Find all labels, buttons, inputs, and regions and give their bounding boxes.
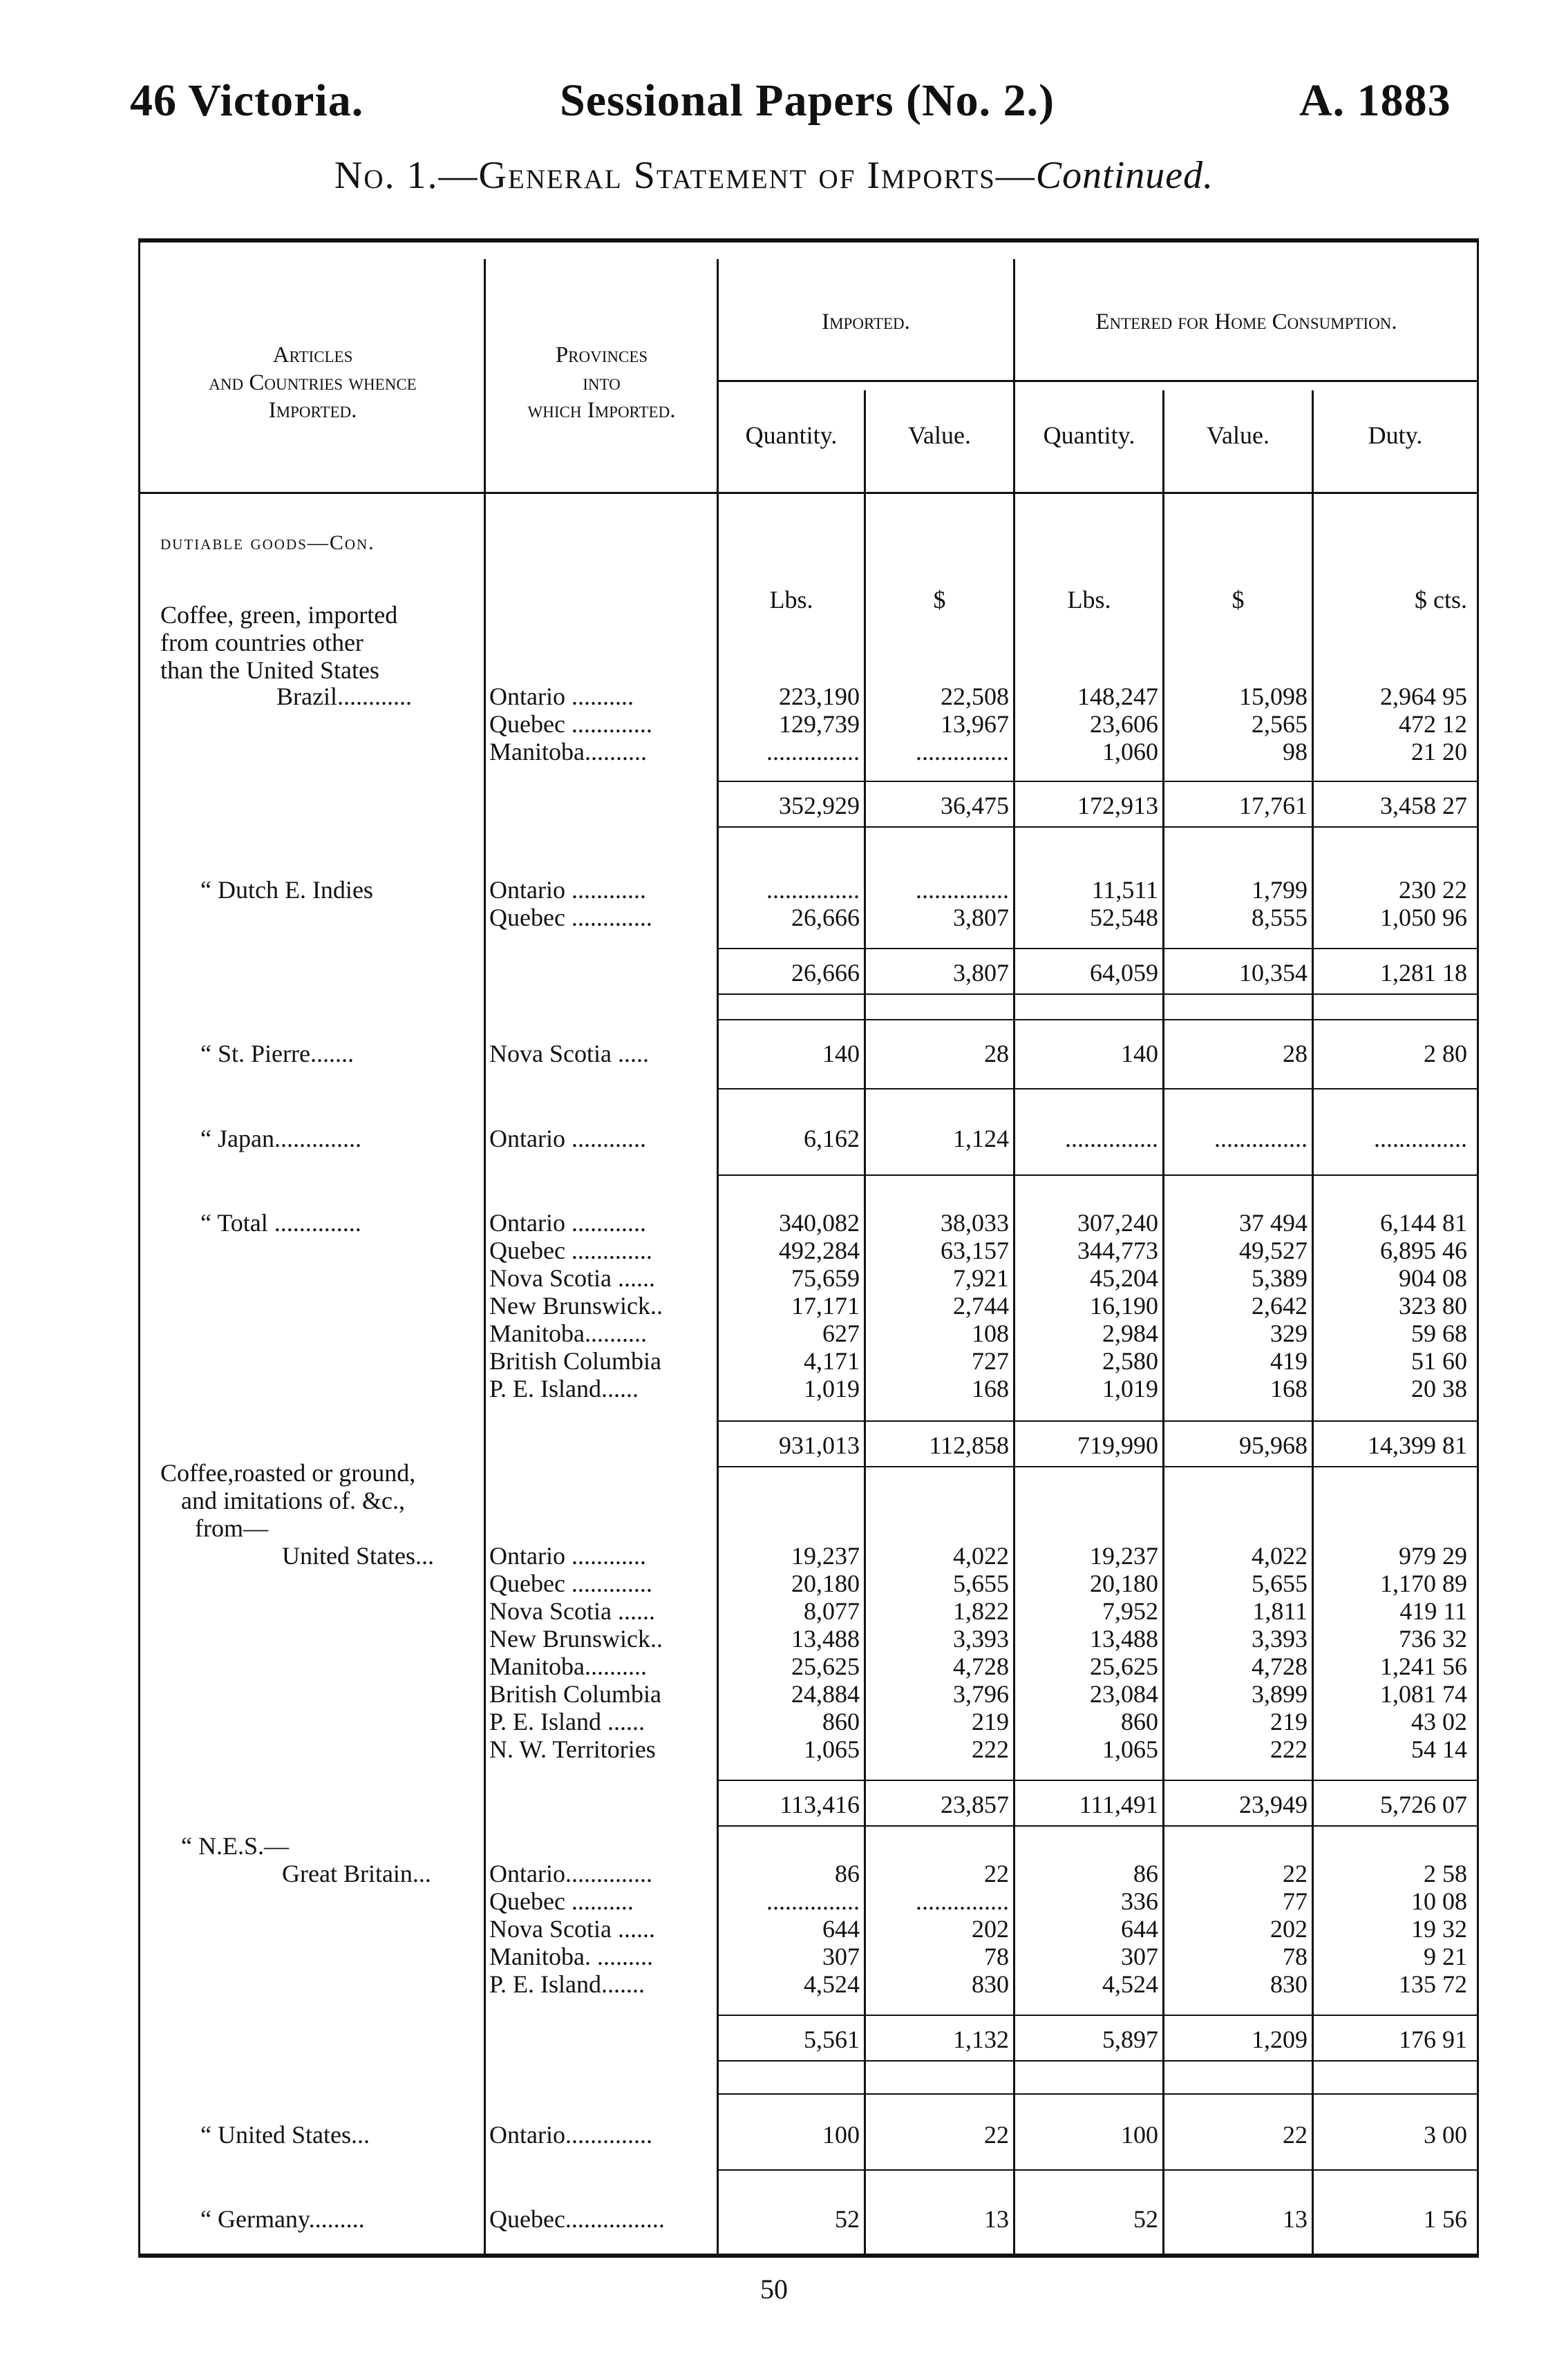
cell-qimp: 8,077 bbox=[804, 1597, 860, 1625]
left-border bbox=[138, 238, 140, 2256]
cell-vent: 23,949 bbox=[1239, 1791, 1308, 1818]
entered-group-header: Entered for Home Consumption. bbox=[1095, 310, 1397, 334]
cell-vent: 202 bbox=[1270, 1915, 1308, 1943]
cell-qent: 140 bbox=[1121, 1040, 1158, 1067]
cell-qimp: ............... bbox=[766, 738, 860, 765]
cell-vent: 10,354 bbox=[1239, 959, 1308, 987]
rule-line bbox=[719, 1780, 1477, 1781]
cell-vimp: 1,132 bbox=[953, 2026, 1009, 2053]
cell-duty: 3 00 bbox=[1424, 2121, 1467, 2149]
cell-qimp: 644 bbox=[822, 1915, 860, 1943]
cell-qent: 172,913 bbox=[1077, 792, 1158, 819]
header-year: A. 1883 bbox=[1299, 75, 1451, 126]
cell-vent: 28 bbox=[1283, 1040, 1308, 1067]
cell-qimp: 52 bbox=[835, 2205, 860, 2233]
cell-duty: 1,281 18 bbox=[1380, 959, 1467, 987]
cell-qent: 1,060 bbox=[1102, 738, 1158, 765]
cell-qimp: 26,666 bbox=[791, 904, 860, 931]
group-header-rule bbox=[717, 380, 1477, 382]
cell-qimp: 1,019 bbox=[804, 1375, 860, 1402]
cell-qimp: 86 bbox=[835, 1860, 860, 1887]
cell-prov: Ontario .......... bbox=[489, 683, 634, 710]
cell-qimp: 4,524 bbox=[804, 1970, 860, 1998]
col-divider-articles bbox=[484, 259, 486, 2256]
cell-vent: 4,022 bbox=[1252, 1542, 1308, 1570]
cell-vent: 2,642 bbox=[1252, 1292, 1308, 1320]
cell-vent: 3,899 bbox=[1252, 1680, 1308, 1708]
cell-prov: P. E. Island ...... bbox=[489, 1708, 645, 1735]
cell-qimp: 223,190 bbox=[779, 683, 860, 710]
cell-qimp: 140 bbox=[822, 1040, 860, 1067]
article-label: Coffee,roasted or ground, bbox=[160, 1459, 416, 1487]
cell-prov: Quebec ............. bbox=[489, 904, 652, 931]
cell-duty: 1,081 74 bbox=[1380, 1680, 1467, 1708]
cell-qimp: 129,739 bbox=[779, 710, 860, 738]
article-label: from— bbox=[195, 1514, 268, 1542]
cell-vent: 1,799 bbox=[1252, 876, 1308, 904]
cell-duty: 176 91 bbox=[1399, 2026, 1467, 2053]
article-label: “ N.E.S.— bbox=[181, 1832, 289, 1860]
cell-vimp: 5,655 bbox=[953, 1570, 1009, 1597]
cell-vent: 168 bbox=[1270, 1375, 1308, 1402]
unit-quantity-imported: Lbs. bbox=[769, 586, 813, 613]
cell-qimp: 627 bbox=[822, 1320, 860, 1347]
cell-vimp: 1,822 bbox=[953, 1597, 1009, 1625]
cell-qent: 111,491 bbox=[1079, 1791, 1158, 1818]
cell-duty: 1,050 96 bbox=[1380, 904, 1467, 931]
cell-duty: 135 72 bbox=[1399, 1970, 1467, 1998]
rule-line bbox=[719, 2060, 1477, 2062]
rule-line bbox=[719, 2093, 1477, 2095]
header-sessional-papers: Sessional Papers (No. 2.) bbox=[560, 75, 1055, 126]
cell-vimp: 112,858 bbox=[929, 1431, 1009, 1459]
cell-qimp: 113,416 bbox=[780, 1791, 860, 1818]
cell-vimp: 108 bbox=[972, 1320, 1009, 1347]
cell-vimp: 22 bbox=[984, 1860, 1009, 1887]
section-heading bbox=[160, 529, 375, 557]
cell-qent: 100 bbox=[1121, 2121, 1158, 2149]
cell-qent: 20,180 bbox=[1090, 1570, 1158, 1597]
cell-vimp: 23,857 bbox=[941, 1791, 1009, 1818]
cell-prov: Ontario ............ bbox=[489, 1209, 646, 1237]
cell-vent: 49,527 bbox=[1239, 1237, 1308, 1264]
cell-prov: Quebec .......... bbox=[489, 1887, 634, 1915]
cell-prov: Ontario.............. bbox=[489, 2121, 652, 2149]
rule-line bbox=[719, 1174, 1477, 1176]
cell-prov: Quebec................ bbox=[489, 2205, 665, 2233]
cell-qent: 7,952 bbox=[1102, 1597, 1158, 1625]
provinces-header-line: which Imported. bbox=[527, 398, 676, 423]
cell-vimp: 63,157 bbox=[941, 1237, 1009, 1264]
cell-qent: 148,247 bbox=[1077, 683, 1158, 710]
cell-prov: Ontario ............ bbox=[489, 1125, 646, 1152]
cell-duty: 230 22 bbox=[1399, 876, 1467, 904]
cell-vent: 37 494 bbox=[1239, 1209, 1308, 1237]
article-label: Brazil............ bbox=[276, 683, 412, 710]
rule-line bbox=[719, 1466, 1477, 1467]
cell-qimp: ............... bbox=[766, 876, 860, 904]
cell-prov: Nova Scotia ...... bbox=[489, 1597, 655, 1625]
value-entered-header: Value. bbox=[1207, 421, 1269, 449]
cell-vimp: 78 bbox=[984, 1943, 1009, 1970]
article-label: “ Dutch E. Indies bbox=[200, 876, 373, 904]
cell-qent: 644 bbox=[1121, 1915, 1158, 1943]
provinces-header-line: Provinces bbox=[555, 343, 648, 368]
cell-qent: 2,984 bbox=[1102, 1320, 1158, 1347]
cell-prov: N. W. Territories bbox=[489, 1735, 656, 1763]
cell-qent: 25,625 bbox=[1090, 1653, 1158, 1680]
cell-vent: 222 bbox=[1270, 1735, 1308, 1763]
cell-duty: 5,726 07 bbox=[1380, 1791, 1467, 1818]
articles-header-line: and Countries whence bbox=[209, 370, 417, 395]
cell-qent: 45,204 bbox=[1090, 1264, 1158, 1292]
unit-value-entered: $ bbox=[1231, 586, 1245, 613]
cell-prov: Quebec ............. bbox=[489, 1237, 652, 1264]
cell-vimp: 4,728 bbox=[953, 1653, 1009, 1680]
cell-qimp: 100 bbox=[822, 2121, 860, 2149]
rule-line bbox=[719, 2169, 1477, 2171]
cell-qent: 336 bbox=[1121, 1887, 1158, 1915]
cell-duty: 43 02 bbox=[1411, 1708, 1467, 1735]
cell-duty: 1,170 89 bbox=[1380, 1570, 1467, 1597]
cell-duty: 6,895 46 bbox=[1380, 1237, 1467, 1264]
section-heading-text: dutiable goods—Con. bbox=[160, 531, 375, 554]
cell-vent: 5,655 bbox=[1252, 1570, 1308, 1597]
articles-header-line: Articles bbox=[272, 343, 353, 368]
cell-prov: Quebec ............. bbox=[489, 1570, 652, 1597]
cell-qent: 23,606 bbox=[1090, 710, 1158, 738]
cell-duty: 419 11 bbox=[1399, 1597, 1467, 1625]
cell-qent: 307,240 bbox=[1077, 1209, 1158, 1237]
cell-qimp: ............... bbox=[766, 1887, 860, 1915]
cell-vimp: 219 bbox=[972, 1708, 1009, 1735]
cell-vimp: 2,744 bbox=[953, 1292, 1009, 1320]
rule-line bbox=[719, 1088, 1477, 1089]
duty-header: Duty. bbox=[1368, 421, 1423, 449]
cell-prov: Quebec ............. bbox=[489, 710, 652, 738]
article-label: United States... bbox=[282, 1542, 434, 1570]
cell-qent: 344,773 bbox=[1077, 1237, 1158, 1264]
cell-qent: 719,990 bbox=[1077, 1431, 1158, 1459]
cell-qent: 860 bbox=[1121, 1708, 1158, 1735]
cell-prov: New Brunswick.. bbox=[489, 1625, 663, 1653]
cell-duty: 2 58 bbox=[1424, 1860, 1467, 1887]
cell-vimp: 22,508 bbox=[941, 683, 1009, 710]
cell-qimp: 25,625 bbox=[791, 1653, 860, 1680]
cell-duty: 1 56 bbox=[1424, 2205, 1467, 2233]
rule-line bbox=[719, 1420, 1477, 1422]
cell-vent: 78 bbox=[1283, 1943, 1308, 1970]
value-imported-header: Value. bbox=[908, 421, 971, 449]
cell-vimp: ............... bbox=[916, 738, 1009, 765]
rule-line bbox=[719, 948, 1477, 949]
cell-duty: 19 32 bbox=[1411, 1915, 1467, 1943]
cell-qimp: 340,082 bbox=[779, 1209, 860, 1237]
cell-qimp: 13,488 bbox=[791, 1625, 860, 1653]
cell-prov: Nova Scotia ..... bbox=[489, 1040, 649, 1067]
cell-qent: 11,511 bbox=[1091, 876, 1158, 904]
cell-prov: Manitoba.......... bbox=[489, 738, 647, 765]
article-label: and imitations of. &c., bbox=[181, 1487, 405, 1514]
header-session: 46 Victoria. bbox=[130, 75, 364, 126]
cell-qimp: 24,884 bbox=[791, 1680, 860, 1708]
cell-duty: 20 38 bbox=[1411, 1375, 1467, 1402]
rule-line bbox=[719, 1825, 1477, 1827]
cell-prov: Manitoba.......... bbox=[489, 1320, 647, 1347]
top-rule bbox=[138, 238, 1479, 242]
cell-vent: 22 bbox=[1283, 2121, 1308, 2149]
cell-qimp: 352,929 bbox=[779, 792, 860, 819]
cell-duty: 2,964 95 bbox=[1380, 683, 1467, 710]
article-label: than the United States bbox=[160, 656, 379, 684]
cell-prov: Ontario ............ bbox=[489, 1542, 646, 1570]
cell-vent: 15,098 bbox=[1239, 683, 1308, 710]
cell-duty: 323 80 bbox=[1399, 1292, 1467, 1320]
cell-qimp: 4,171 bbox=[804, 1347, 860, 1375]
cell-duty: 59 68 bbox=[1411, 1320, 1467, 1347]
cell-vent: 8,555 bbox=[1252, 904, 1308, 931]
quantity-imported-header: Quantity. bbox=[745, 421, 838, 449]
cell-vimp: 3,393 bbox=[953, 1625, 1009, 1653]
cell-vent: ............... bbox=[1214, 1125, 1308, 1152]
articles-column-header bbox=[142, 341, 484, 424]
cell-vimp: 1,124 bbox=[953, 1125, 1009, 1152]
article-label: “ United States... bbox=[200, 2121, 370, 2149]
article-label: “ Germany......... bbox=[200, 2205, 365, 2233]
cell-vimp: 4,022 bbox=[953, 1542, 1009, 1570]
provinces-header-line: into bbox=[583, 370, 621, 395]
cell-duty: 979 29 bbox=[1399, 1542, 1467, 1570]
article-label: “ Total .............. bbox=[200, 1209, 361, 1237]
cell-duty: 9 21 bbox=[1424, 1943, 1467, 1970]
cell-qent: 23,084 bbox=[1090, 1680, 1158, 1708]
cell-vent: 2,565 bbox=[1252, 710, 1308, 738]
cell-prov: Ontario ............ bbox=[489, 876, 646, 904]
cell-vent: 4,728 bbox=[1252, 1653, 1308, 1680]
imported-group-header: Imported. bbox=[822, 310, 910, 334]
cell-qent: 1,019 bbox=[1102, 1375, 1158, 1402]
cell-vent: 329 bbox=[1270, 1320, 1308, 1347]
cell-vent: 3,393 bbox=[1252, 1625, 1308, 1653]
page-number: 50 bbox=[760, 2274, 788, 2305]
unit-quantity-entered: Lbs. bbox=[1067, 586, 1111, 613]
cell-vimp: 3,807 bbox=[953, 959, 1009, 987]
cell-qent: 52 bbox=[1133, 2205, 1158, 2233]
cell-qent: ............... bbox=[1065, 1125, 1158, 1152]
provinces-column-header bbox=[487, 341, 717, 424]
cell-vent: 77 bbox=[1283, 1887, 1308, 1915]
right-border bbox=[1477, 238, 1479, 2256]
cell-vimp: ............... bbox=[916, 1887, 1009, 1915]
cell-qent: 4,524 bbox=[1102, 1970, 1158, 1998]
cell-qent: 307 bbox=[1121, 1943, 1158, 1970]
cell-qent: 2,580 bbox=[1102, 1347, 1158, 1375]
table-title-continued: Continued. bbox=[1035, 154, 1214, 197]
cell-duty: 54 14 bbox=[1411, 1735, 1467, 1763]
article-label: from countries other bbox=[160, 629, 364, 656]
cell-vent: 22 bbox=[1283, 1860, 1308, 1887]
cell-qent: 19,237 bbox=[1090, 1542, 1158, 1570]
quantity-entered-header: Quantity. bbox=[1043, 421, 1135, 449]
cell-qent: 64,059 bbox=[1090, 959, 1158, 987]
cell-vent: 5,389 bbox=[1252, 1264, 1308, 1292]
cell-vimp: 13,967 bbox=[941, 710, 1009, 738]
cell-qent: 1,065 bbox=[1102, 1735, 1158, 1763]
table-title bbox=[0, 153, 1548, 198]
cell-vent: 98 bbox=[1283, 738, 1308, 765]
cell-vimp: 36,475 bbox=[941, 792, 1009, 819]
cell-vent: 1,811 bbox=[1252, 1597, 1308, 1625]
header-bottom-rule bbox=[138, 492, 1479, 494]
unit-value-imported: $ bbox=[933, 586, 946, 613]
cell-duty: 10 08 bbox=[1411, 1887, 1467, 1915]
cell-qimp: 931,013 bbox=[779, 1431, 860, 1459]
rule-line bbox=[719, 1019, 1477, 1020]
cell-vimp: 38,033 bbox=[941, 1209, 1009, 1237]
article-label: “ Japan.............. bbox=[200, 1125, 361, 1152]
cell-vimp: 830 bbox=[972, 1970, 1009, 1998]
cell-duty: ............... bbox=[1374, 1125, 1467, 1152]
cell-qimp: 1,065 bbox=[804, 1735, 860, 1763]
article-label: Coffee, green, imported bbox=[160, 601, 398, 629]
cell-duty: 14,399 81 bbox=[1368, 1431, 1467, 1459]
cell-prov: Manitoba.......... bbox=[489, 1653, 647, 1680]
cell-vimp: 222 bbox=[972, 1735, 1009, 1763]
cell-qent: 16,190 bbox=[1090, 1292, 1158, 1320]
articles-header-line: Imported. bbox=[268, 398, 357, 423]
cell-duty: 904 08 bbox=[1399, 1264, 1467, 1292]
cell-vent: 17,761 bbox=[1239, 792, 1308, 819]
cell-prov: Nova Scotia ...... bbox=[489, 1264, 655, 1292]
cell-prov: Ontario.............. bbox=[489, 1860, 652, 1887]
article-label: “ St. Pierre....... bbox=[200, 1040, 354, 1067]
cell-qent: 13,488 bbox=[1090, 1625, 1158, 1653]
cell-prov: Nova Scotia ...... bbox=[489, 1915, 655, 1943]
cell-vimp: 7,921 bbox=[953, 1264, 1009, 1292]
rule-line bbox=[719, 993, 1477, 995]
cell-qimp: 6,162 bbox=[804, 1125, 860, 1152]
cell-qimp: 17,171 bbox=[791, 1292, 860, 1320]
cell-vimp: 28 bbox=[984, 1040, 1009, 1067]
cell-duty: 736 32 bbox=[1399, 1625, 1467, 1653]
cell-prov: British Columbia bbox=[489, 1680, 662, 1708]
cell-prov: P. E. Island....... bbox=[489, 1970, 645, 1998]
cell-vent: 13 bbox=[1283, 2205, 1308, 2233]
rule-line bbox=[719, 781, 1477, 782]
cell-qent: 5,897 bbox=[1102, 2026, 1158, 2053]
cell-vent: 95,968 bbox=[1239, 1431, 1308, 1459]
article-label: Great Britain... bbox=[282, 1860, 431, 1887]
cell-prov: Manitoba. ......... bbox=[489, 1943, 653, 1970]
cell-prov: British Columbia bbox=[489, 1347, 662, 1375]
cell-qent: 86 bbox=[1133, 1860, 1158, 1887]
cell-duty: 472 12 bbox=[1399, 710, 1467, 738]
col-divider-groups bbox=[1013, 259, 1015, 2256]
cell-qimp: 20,180 bbox=[791, 1570, 860, 1597]
cell-vent: 1,209 bbox=[1252, 2026, 1308, 2053]
cell-vimp: 202 bbox=[972, 1915, 1009, 1943]
rule-line bbox=[719, 2015, 1477, 2016]
cell-qimp: 26,666 bbox=[791, 959, 860, 987]
cell-vimp: 3,807 bbox=[953, 904, 1009, 931]
unit-duty: $ cts. bbox=[1415, 586, 1467, 613]
cell-vent: 419 bbox=[1270, 1347, 1308, 1375]
cell-vent: 219 bbox=[1270, 1708, 1308, 1735]
cell-prov: P. E. Island...... bbox=[489, 1375, 639, 1402]
cell-qimp: 75,659 bbox=[791, 1264, 860, 1292]
cell-qimp: 5,561 bbox=[804, 2026, 860, 2053]
cell-duty: 1,241 56 bbox=[1380, 1653, 1467, 1680]
cell-vimp: 168 bbox=[972, 1375, 1009, 1402]
cell-duty: 6,144 81 bbox=[1380, 1209, 1467, 1237]
cell-vimp: 13 bbox=[984, 2205, 1009, 2233]
table-title-main: No. 1.—General Statement of Imports— bbox=[334, 154, 1036, 197]
cell-vent: 830 bbox=[1270, 1970, 1308, 1998]
cell-qimp: 307 bbox=[822, 1943, 860, 1970]
cell-qent: 52,548 bbox=[1090, 904, 1158, 931]
cell-qimp: 19,237 bbox=[791, 1542, 860, 1570]
cell-vimp: 22 bbox=[984, 2121, 1009, 2149]
cell-vimp: 3,796 bbox=[953, 1680, 1009, 1708]
cell-vimp: ............... bbox=[916, 876, 1009, 904]
cell-qimp: 492,284 bbox=[779, 1237, 860, 1264]
cell-vimp: 727 bbox=[972, 1347, 1009, 1375]
rule-line bbox=[719, 826, 1477, 828]
cell-qimp: 860 bbox=[822, 1708, 860, 1735]
cell-duty: 3,458 27 bbox=[1380, 792, 1467, 819]
cell-duty: 2 80 bbox=[1424, 1040, 1467, 1067]
cell-prov: New Brunswick.. bbox=[489, 1292, 663, 1320]
cell-duty: 51 60 bbox=[1411, 1347, 1467, 1375]
bottom-rule bbox=[138, 2254, 1479, 2258]
cell-duty: 21 20 bbox=[1411, 738, 1467, 765]
